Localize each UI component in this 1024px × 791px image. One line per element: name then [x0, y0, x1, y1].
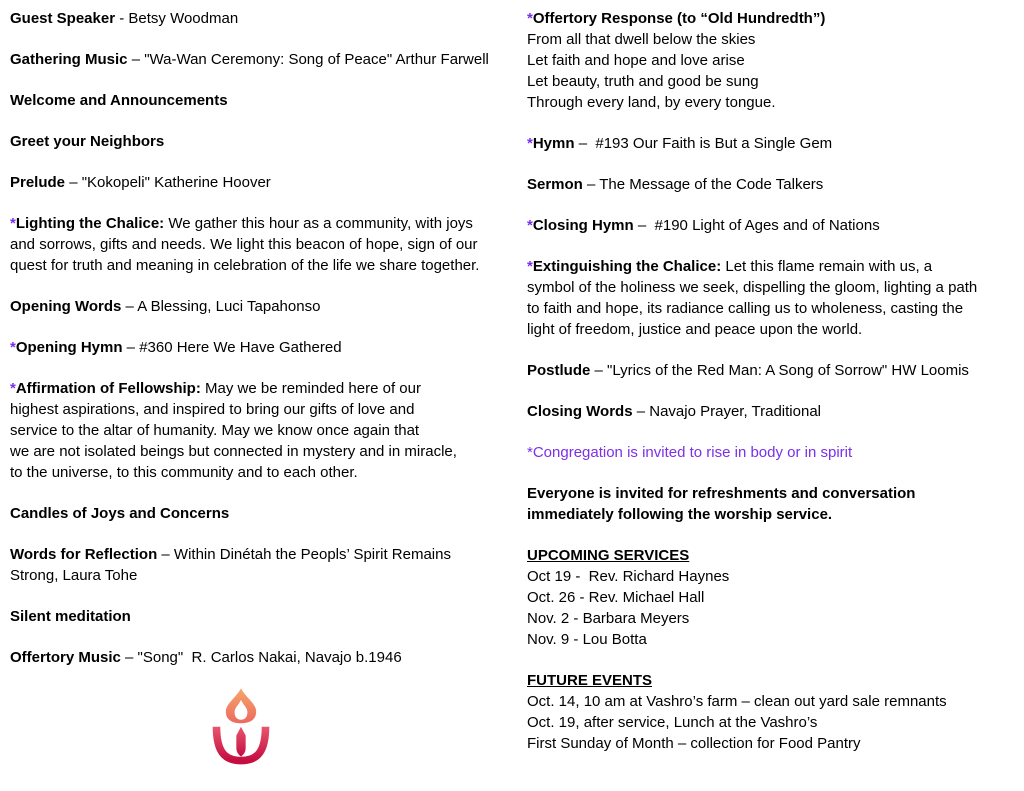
future-events	[527, 670, 1024, 754]
text-segment: Postlude	[527, 362, 591, 379]
text-segment: symbol of the holiness we seek, dispelling the gloom, lighting a path	[527, 279, 978, 296]
left-column	[10, 8, 517, 776]
text-segment: – "Wa-Wan Ceremony: Song of Peace" Arthur Farwell	[127, 51, 489, 68]
uu-chalice-logo	[206, 688, 276, 776]
guest-speaker-line	[10, 8, 517, 29]
sermon	[527, 174, 1024, 195]
text-segment: Everyone is invited for refreshments and conversation	[527, 485, 916, 502]
text-segment: Oct. 14, 10 am at Vashro’s farm – clean out yard sale remnants	[527, 693, 947, 710]
text-segment: light of freedom, justice and peace upon the world.	[527, 321, 863, 338]
text-segment: Offertory Response (to “Old Hundredth”)	[532, 10, 826, 27]
chalice-candle	[236, 727, 245, 757]
text-segment: Oct. 19, after service, Lunch at the Vashro’s	[527, 714, 818, 731]
text-segment: Affirmation of Fellowship:	[15, 380, 201, 397]
text-segment: Opening Hymn	[15, 339, 123, 356]
future-events-line	[527, 691, 1024, 712]
prelude-line	[10, 172, 517, 193]
rise-asterisk: *	[10, 215, 16, 232]
offertory-response-line	[527, 71, 1024, 92]
text-segment: Through every land, by every tongue.	[527, 94, 776, 111]
text-segment: May we be reminded here of our	[200, 380, 421, 397]
closing-words-line	[527, 401, 1024, 422]
opening-hymn	[10, 337, 517, 358]
text-segment: – Navajo Prayer, Traditional	[632, 403, 821, 420]
text-segment: Let beauty, truth and good be sung	[527, 73, 759, 90]
text-segment: First Sunday of Month – collection for Food Pantry	[527, 735, 861, 752]
text-segment: Let faith and hope and love arise	[527, 52, 745, 69]
right-column	[527, 8, 1024, 774]
text-segment: Guest Speaker	[10, 10, 116, 27]
offertory-music-line	[10, 647, 517, 668]
upcoming-services	[527, 545, 1024, 650]
extinguishing-the-chalice-line	[527, 298, 1024, 319]
affirmation-of-fellowship	[10, 378, 517, 483]
text-segment: – "Kokopeli" Katherine Hoover	[65, 174, 271, 191]
affirmation-of-fellowship-line	[10, 399, 517, 420]
lighting-the-chalice-line	[10, 255, 517, 276]
rise-asterisk: *	[527, 217, 533, 234]
text-segment: – "Lyrics of the Red Man: A Song of Sorrow" HW Loomis	[590, 362, 969, 379]
upcoming-services-line	[527, 629, 1024, 650]
postlude	[527, 360, 1024, 381]
text-segment: Strong, Laura Tohe	[10, 567, 138, 584]
future-events-line	[527, 670, 1024, 691]
text-segment: Candles of Joys and Concerns	[10, 505, 230, 522]
extinguishing-the-chalice	[527, 256, 1024, 340]
hymn-line	[527, 133, 1024, 154]
refreshments-note-line	[527, 483, 1024, 504]
closing-hymn-line	[527, 215, 1024, 236]
rise-asterisk: *	[527, 135, 533, 152]
refreshments-note	[527, 483, 1024, 525]
postlude-line	[527, 360, 1024, 381]
words-for-reflection-line	[10, 565, 517, 586]
text-segment: Closing Hymn	[532, 217, 634, 234]
text-segment: Oct 19 - Rev. Richard Haynes	[527, 568, 730, 585]
upcoming-services-line	[527, 566, 1024, 587]
text-segment: Nov. 2 - Barbara Meyers	[527, 610, 690, 627]
text-segment: Silent meditation	[10, 608, 131, 625]
text-segment: quest for truth and meaning in celebration of the life we share together.	[10, 257, 480, 274]
affirmation-of-fellowship-line	[10, 441, 517, 462]
offertory-response-line	[527, 8, 1024, 29]
text-segment: Hymn	[532, 135, 575, 152]
affirmation-of-fellowship-line	[10, 378, 517, 399]
text-segment: we are not isolated beings but connected in mystery and in miracle,	[10, 443, 457, 460]
extinguishing-the-chalice-line	[527, 256, 1024, 277]
upcoming-services-line	[527, 587, 1024, 608]
upcoming-services-line	[527, 545, 1024, 566]
candles-of-joys-and-concerns-line	[10, 503, 517, 524]
text-segment: We gather this hour as a community, with joys	[164, 215, 473, 232]
text-segment: *Congregation is invited to rise in body or in spirit	[527, 444, 853, 461]
lighting-the-chalice-line	[10, 213, 517, 234]
guest-speaker	[10, 8, 517, 29]
text-segment: – #193 Our Faith is But a Single Gem	[574, 135, 833, 152]
text-segment: – Within Dinétah the Peopls’ Spirit Remains	[157, 546, 451, 563]
upcoming-services-line	[527, 608, 1024, 629]
future-events-line	[527, 712, 1024, 733]
rise-asterisk: *	[527, 10, 533, 27]
offertory-response	[527, 8, 1024, 113]
text-segment: Prelude	[10, 174, 66, 191]
congregation-rise-note-line	[527, 442, 1024, 463]
opening-hymn-line	[10, 337, 517, 358]
affirmation-of-fellowship-line	[10, 420, 517, 441]
text-segment: Gathering Music	[10, 51, 128, 68]
text-segment: service to the altar of humanity. May we know once again that	[10, 422, 420, 439]
words-for-reflection	[10, 544, 517, 586]
welcome-and-announcements-line	[10, 90, 517, 111]
extinguishing-the-chalice-line	[527, 319, 1024, 340]
text-segment: and sorrows, gifts and needs. We light this beacon of hope, sign of our	[10, 236, 478, 253]
text-segment: – "Song" R. Carlos Nakai, Navajo b.1946	[120, 649, 402, 666]
welcome-and-announcements	[10, 90, 517, 111]
text-segment: Lighting the Chalice:	[15, 215, 165, 232]
gathering-music-line	[10, 49, 517, 70]
text-segment: Welcome and Announcements	[10, 92, 228, 109]
opening-words-line	[10, 296, 517, 317]
closing-hymn	[527, 215, 1024, 236]
hymn	[527, 133, 1024, 154]
closing-words	[527, 401, 1024, 422]
extinguishing-the-chalice-line	[527, 277, 1024, 298]
text-segment: Oct. 26 - Rev. Michael Hall	[527, 589, 705, 606]
text-segment: – A Blessing, Luci Tapahonso	[121, 298, 321, 315]
offertory-response-line	[527, 29, 1024, 50]
silent-meditation	[10, 606, 517, 627]
text-segment: Sermon	[527, 176, 583, 193]
text-segment: UPCOMING SERVICES	[527, 547, 690, 564]
silent-meditation-line	[10, 606, 517, 627]
gathering-music	[10, 49, 517, 70]
future-events-line	[527, 733, 1024, 754]
text-segment: – #360 Here We Have Gathered	[122, 339, 342, 356]
candles-of-joys-and-concerns	[10, 503, 517, 524]
greet-your-neighbors	[10, 131, 517, 152]
sermon-line	[527, 174, 1024, 195]
text-segment: to the universe, to this community and to each other.	[10, 464, 358, 481]
uu-chalice-icon	[206, 688, 276, 776]
lighting-the-chalice-line	[10, 234, 517, 255]
refreshments-note-line	[527, 504, 1024, 525]
text-segment: From all that dwell below the skies	[527, 31, 756, 48]
text-segment: Let this flame remain with us, a	[721, 258, 933, 275]
text-segment: Opening Words	[10, 298, 122, 315]
text-segment: Nov. 9 - Lou Botta	[527, 631, 647, 648]
greet-your-neighbors-line	[10, 131, 517, 152]
lighting-the-chalice	[10, 213, 517, 276]
opening-words	[10, 296, 517, 317]
text-segment: - Betsy Woodman	[115, 10, 239, 27]
prelude	[10, 172, 517, 193]
offertory-music	[10, 647, 517, 668]
text-segment: Words for Reflection	[10, 546, 158, 563]
rise-asterisk: *	[10, 380, 16, 397]
offertory-response-line	[527, 50, 1024, 71]
text-segment: – The Message of the Code Talkers	[582, 176, 824, 193]
text-segment: Extinguishing the Chalice:	[532, 258, 722, 275]
text-segment: highest aspirations, and inspired to bring our gifts of love and	[10, 401, 415, 418]
offertory-response-line	[527, 92, 1024, 113]
affirmation-of-fellowship-line	[10, 462, 517, 483]
text-segment: immediately following the worship service.	[527, 506, 833, 523]
rise-asterisk: *	[10, 339, 16, 356]
text-segment: Offertory Music	[10, 649, 121, 666]
text-segment: Greet your Neighbors	[10, 133, 165, 150]
words-for-reflection-line	[10, 544, 517, 565]
text-segment: to faith and hope, its radiance calling us to wholeness, casting the	[527, 300, 964, 317]
text-segment: FUTURE EVENTS	[527, 672, 653, 689]
rise-asterisk: *	[527, 258, 533, 275]
text-segment: Closing Words	[527, 403, 633, 420]
congregation-rise-note	[527, 442, 1024, 463]
text-segment: – #190 Light of Ages and of Nations	[633, 217, 880, 234]
